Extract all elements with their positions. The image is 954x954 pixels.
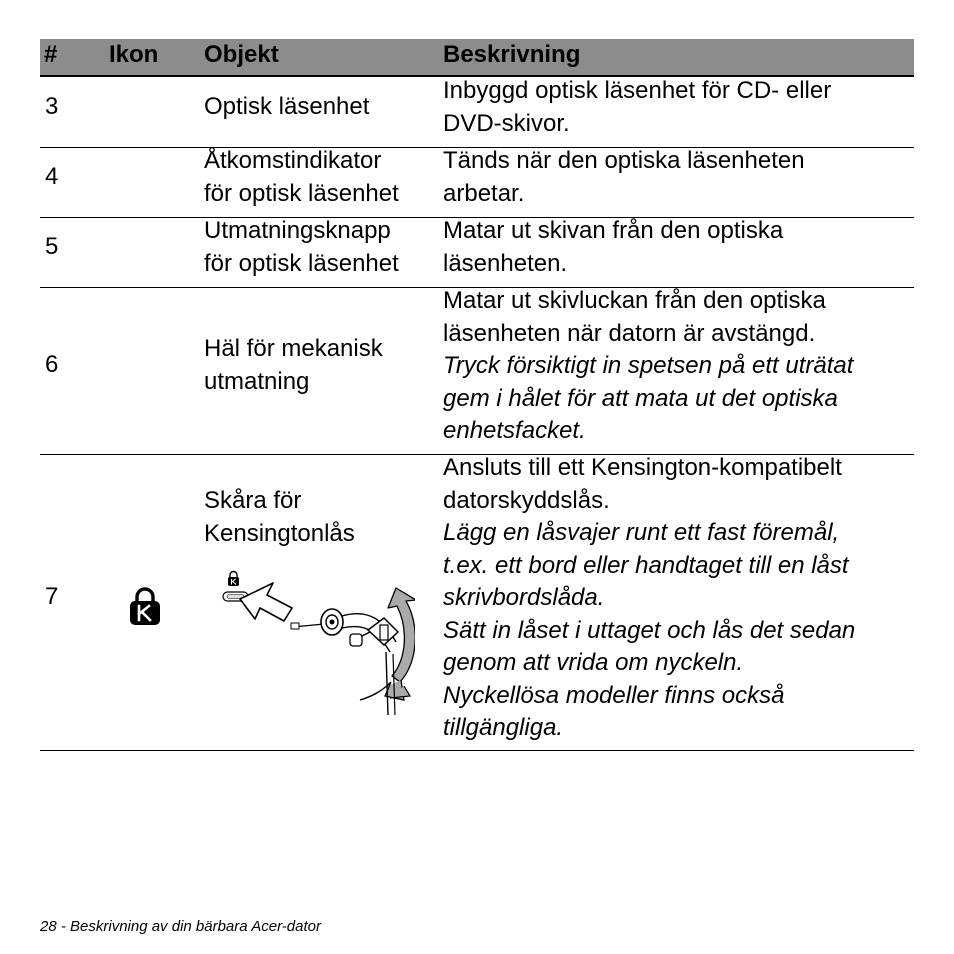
description-line: Matar ut skivluckan från den optiska [443, 287, 826, 314]
row-description [443, 285, 913, 448]
row-description [443, 75, 913, 140]
object-line: Skåra för [204, 487, 302, 514]
description-line: Matar ut skivan från den optiska [443, 217, 784, 244]
kensington-lock-illustration [220, 570, 415, 715]
description-line: tillgängliga. [443, 714, 564, 741]
header-description: Beskrivning [443, 41, 581, 68]
header-object: Objekt [204, 41, 279, 68]
row-number: 5 [45, 233, 59, 260]
description-line: läsenheten när datorn är avstängd. [443, 319, 816, 347]
table-row [40, 288, 914, 455]
header-icon: Ikon [109, 41, 159, 68]
description-line: gem i hålet för att mata ut det optiska [443, 384, 838, 412]
row-description [443, 145, 913, 210]
row-object [204, 333, 434, 398]
description-line: genom att vrida om nyckeln. [443, 649, 744, 676]
object-line: för optisk läsenhet [204, 179, 399, 207]
table-row [40, 148, 914, 218]
object-line: Häl för mekanisk [204, 335, 383, 362]
row-description [443, 452, 913, 745]
description-line: enhetsfacket. [443, 417, 586, 444]
description-line: arbetar. [443, 179, 525, 207]
description-line: skrivbordslåda. [443, 584, 605, 611]
object-line: Åtkomstindikator [204, 147, 382, 174]
object-line: Kensingtonlås [204, 519, 355, 547]
description-line: t.ex. ett bord eller handtaget till en låst [443, 551, 849, 579]
description-line: Tänds när den optiska läsenheten [443, 147, 805, 174]
description-line: läsenheten. [443, 249, 568, 277]
row-object [204, 145, 434, 210]
row-object [204, 91, 434, 124]
table-row [40, 455, 914, 751]
object-line: utmatning [204, 367, 310, 395]
row-number: 3 [45, 93, 59, 120]
description-line: Inbyggd optisk läsenhet för CD- eller [443, 77, 832, 104]
row-number: 7 [45, 583, 59, 610]
table-header [40, 39, 914, 77]
kensington-lock-icon [129, 586, 161, 626]
description-line: datorskyddslås. [443, 486, 610, 514]
description-line: Nyckellösa modeller finns också [443, 681, 785, 709]
row-description [443, 215, 913, 280]
description-line: Tryck försiktigt in spetsen på ett uträtat [443, 352, 854, 379]
description-line: Sätt in låset i uttaget och lås det sedan [443, 616, 856, 644]
header-num: # [44, 41, 58, 68]
row-number: 6 [45, 351, 59, 378]
row-object [204, 485, 434, 550]
object-line: Utmatningsknapp [204, 217, 391, 244]
description-line: Lägg en låsvajer runt ett fast föremål, [443, 519, 840, 546]
table-row [40, 77, 914, 148]
object-line: Optisk läsenhet [204, 93, 370, 120]
description-line: Ansluts till ett Kensington-kompatibelt [443, 454, 842, 481]
table-row [40, 218, 914, 288]
row-number: 4 [45, 163, 59, 190]
component-table [40, 39, 914, 751]
page-footer: 28 - Beskrivning av din bärbara Acer-dator [40, 918, 321, 935]
row-object [204, 215, 434, 280]
object-line: för optisk läsenhet [204, 249, 399, 277]
small-lock-icon [228, 572, 239, 587]
description-line: DVD-skivor. [443, 109, 570, 137]
